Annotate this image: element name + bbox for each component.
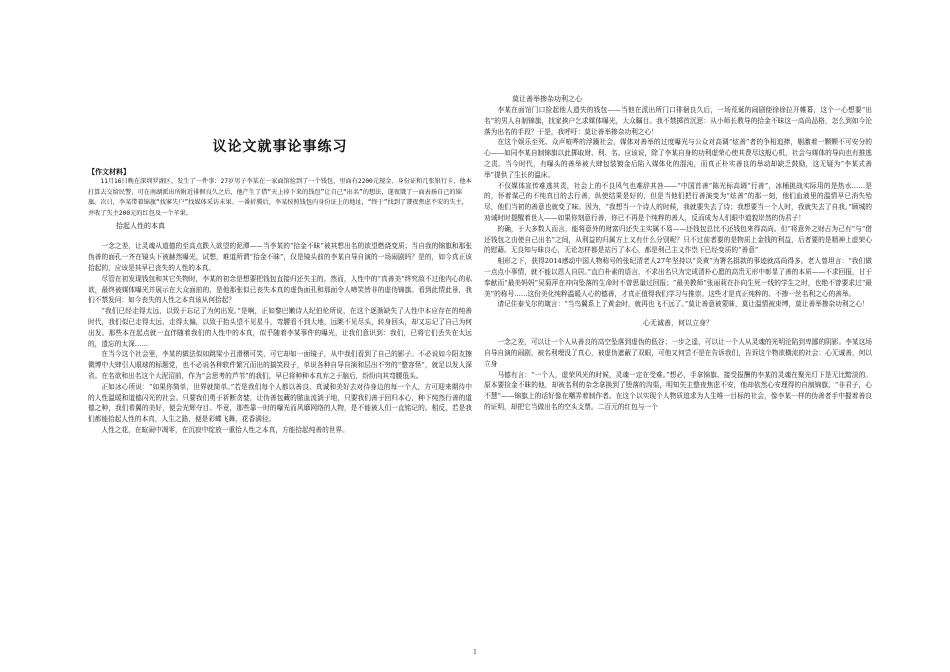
essay1-paragraph: 一念之差，让灵魂从道德的至高点跌入欲望的泥潭——当李某的“拾金不昧”被其想出名的欲望燃烧变质；当自我的锦旗和那张伪善的面孔一齐在镜头下被赫然曝光，试想，难道所谓“拾金不昧”，仅是镜头前的李某自导自演的一场闹剧吗？是的，如今真正该拾起的，应该是其早已丧失的人性的本真。: [88, 242, 472, 272]
essay1-paragraph: “我们已经走得太远，以致于忘记了为何出发。”是啊，正如黎巴嫩诗人纪伯伦所说，在这个逐渐缺失了人性中本应存在的纯善时代，我们似已走得太远，走得太偏，以致于抬头望不见星斗，弯腰看不到大地，远眺不见尽头，转身回头，却又忘记了自己为何出发。那些本在起点就一直伴随着我们的人性中的本真，似乎随着李某事件的曝光，让我们意识到：我们，已将它们丢失在太远的，遗忘的太深……: [88, 307, 472, 348]
essay2-paragraph: 不仅媒体宣传难逃其责，社会上的不良风气也难辞其咎——“中国首善”陈光标高调“行善”，冰桶挑战实际用的是热水……是的，怀着谋己的不纯真目的去行善，纵使结果是好的，但是当他们把行善演变为“炫善”的那一刻，他们血液里的温情早已消失殆尽，他们当初的善意也就变了味。因为，“我想当一个诗人的时候，我就要失去了诗；我想要当一个人时，我就失去了自我。”顾城的劝诫时时提醒着世人——如果你刻意行善，你已不再是个纯粹的善人，反而成为人们眼中道貌岸然的伪君子！: [484, 181, 872, 222]
essay2-paragraph: 相形之下，获得2014感动中国人物称号的张纪清老人27年坚持以“炎黄”为署名捐款的事迹就高尚得多。老人曾坦言：“我们做一点点小事情，就不能以恩人自居。”直白朴素的语言，不求出名只为完成清朴心愿的高贵无形中彰显了善的本质——不求回报，甘于奉献而“最美妈妈”吴菊萍在冲向坠落的生命时不曾思量过回报；“最美教师”张丽莉在扑向生死一线的学生之时，也绝不曾要求过“最美”的称号……这份美化纯粹温暖人心的德善，才真正值得我们学习与推崇。这些才是真正纯粹的、不掺一丝名利之心的善举。: [484, 257, 872, 298]
material-header: 【作文材料】: [88, 167, 130, 176]
essay2-paragraph: 李某在面馆门口捡起他人遗失的钱包——当他在派出所门口徘徊良久后，一场荒诞的闹剧便徐徐拉开帷幕，这个一心想要“出名”的男人自制锦旗，找家挨户乞求媒体曝光，大众瞩目。我不禁掷首沉思：从小师长教导的拾金不昧这一高尚品格，怎么到如今沦落为出名的手段？于是，我呼吁：莫让善举掺杂功利之心！: [484, 106, 872, 136]
essay2-paragraph: 的确，于大多数人而言，能将意外的财富归还失主实属不易——还钱包总比不还钱包来得高尚。但“将意外之财占为己有”与“借还钱包之由使自己出名”之间，从利益的归属方上又有什么分别呢？只不过前者要的是物质上金钱的利益，后者要的是精神上虚荣心的慰藉。无良知与昧良心，无论怎样都是站污了本心，都是利己主义作祟下已经变质的“善意”: [484, 224, 872, 255]
essay1-paragraph: 人性之花，在暄闹中凋零，在沉寂中绽放一重拾人性之本真，方能拾起纯善的世界。: [101, 425, 349, 434]
page-title: 议论文就事论事练习: [212, 139, 348, 155]
page-number: 1: [473, 649, 477, 656]
left-column: [88, 136, 472, 436]
essay1-paragraph: 正如冰心所说：“如果你简单，世界就简单。”若是我们每个人都以善良、真诚和美好去对待身边的每一个人，方可迎来期待中的人性温暖和道德闪光的社会。只要我们勇于祈断贪婪，让伪善包藏的脓血流淌于地，只要我们善于回归本心，种下纯然行善的道德之种，我们希翼的美好，便会光辉夺目。毕竟，那些靠一时的曝光而风靡网络的人物，是不能被人们一直铭记的。相反，若是我们都能拾起人性的本真，人生之路，便是彩蝶飞舞，花香满径。: [88, 382, 472, 424]
essay1-title: 拾起人性的本真: [116, 222, 165, 231]
essay1-paragraph: 在当今这个社会里，李某的做法似如跳梁小丑滑稽可笑，可它却如一面镜子，从中我们看到了自己的影子。不必说如今阳友擦微博中大肆引人眼球的标题党，也不必说各种软件繁冗而出的搞笑段子，单说各种自导自演和层出不穷的“整容怪”，就足以发人深省。在名欲和出名这个大泥沼前，作为“会思考的芦苇”的我们，早已将种种本真弃之于脑后，纷纷向其弯腰低头。: [88, 350, 472, 380]
essay3-title: 心无诚善，何以立身？: [643, 319, 713, 328]
material-text: 11月16日晚在深圳罗湖区，发生了一件事：27岁男子李某在一家面馆捡到了一个钱包，里面有2200元现金、身份证和几张银行卡，他本打算去交给民警，可在南湖派出所附近徘徊良久之后，他产生了借“天上掉下来的钱包”让自己“出名”的想法，遂夜饿了一面表扬自己的锦旗。次日，李某带着锦旗“找寥失户”找媒体采访未果。一番折腾后，李某按照钱包内身份证上的地址，“终于”找到了饕夜焦虑不安的失主，并收了失主200元的红包及一个苹果。: [88, 178, 472, 217]
essay2-title: 莫让善举掺杂功利之心: [512, 95, 582, 103]
right-column: [484, 94, 872, 413]
essay1-paragraph: 尽管在初发现钱包和其它失物时，李某的初念是想要把钱包直接归还失主的。然而，人性中的“真善美”终究敌不过他内心的私欲，最终被媒体曝光并展示在大众面前的，是他那张似已丧失本真的虚伪面孔和那面令人啼笑皆非的虚伪锦旗。看到此情此景，我们不禁发问：如今丧失的人性之本真该从何拾起？: [88, 274, 472, 305]
essay2-paragraph: 在这个娱乐至死、众声喧哗的浮躁社会，媒体对善举的过度曝光与公众对高调“炫善”者的争相追捧，剔激着一颗颗不可安分的心——如同李某自制锦旗以此掷取财、利、名。应该说，除了李某自身的功利虚荣心使其费尽这般心机，社会与媒体的导向也有推逃之责。当今时代，有曝头的善举被大肆包装镀金后陷入媒体化的混沌，而真正朴实善良的举动却缺乏鼓励，这无疑为“李某式善举”提供了生长的温床。: [484, 138, 872, 179]
essay3-paragraph: 马德有言：“一个人，虚荣风光的时候，灵魂一定在受难。”想必，手拿锦旗、接受报酬的李某的灵魂在聚光灯下是无比黯淡的。原本要捡金不昧的他，却被名利的杂念拿换到了堕落的沟渠，明知失主整夜焦虑不安，他却依然心安理得的自制锦旗，“非君子，心不慧”——锦旗上的话好像在嘲弄着制作者。在这个以实现个人物质追求为人生唯一目标的社会，像李某一样的伪善者手中握着善良的证明，却把它当做出名的空头支票。二百元的红包与一个: [484, 370, 872, 411]
essay3-paragraph: 一念之差，可以让一个人从善良的高空坠落到虚伪的低谷；一步之遥，可以让一个人从灵魂的光明沦陷到卑鄙的阴影。李某这场自导自演的闹剧，被名利埋没了真心，被虚伪遮蔽了双眼，可他又何尝不是在告诉我们，告诉这个物欲横流的社会：心无诚善，何以立身: [484, 338, 872, 368]
essay2-paragraph: 请记住泰戈尔的箴言：“当鸟翼系上了黄金时，就再也飞不远了。”莫让善意被蒙昧，莫让温情被束缚，莫让善举掺杂功利之心！: [497, 300, 869, 309]
